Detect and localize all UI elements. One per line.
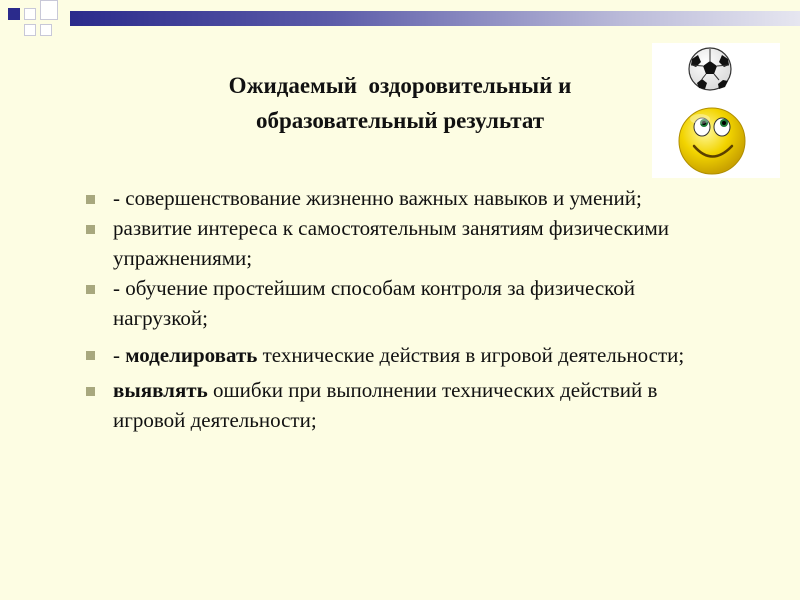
bullet-marker: [86, 285, 95, 294]
list-item: [86, 337, 726, 373]
list-item: [86, 375, 726, 435]
bullet-marker: [86, 225, 95, 234]
soccer-ball-icon: [689, 48, 731, 90]
title-line-2: образовательный результат: [255, 108, 545, 133]
list-item-text: технические действия в игровой деятельности;: [257, 343, 685, 367]
bullet-marker: [86, 195, 95, 204]
list-item-text: развитие интереса к самостоятельным занятиям физическими упражнениями;: [113, 216, 670, 270]
illustration-svg: [652, 43, 780, 178]
header-gradient-bar: [70, 11, 800, 26]
list-item-prefix: -: [113, 343, 126, 367]
list-item-text: ошибки при выполнении технических действий в игровой деятельности;: [113, 378, 658, 432]
illustration-panel: [652, 43, 780, 178]
list-item: [86, 183, 726, 213]
bullet-marker: [86, 387, 95, 396]
list-item: [86, 273, 726, 333]
list-item: [86, 213, 726, 273]
list-item-text: - обучение простейшим способам контроля за физической нагрузкой;: [113, 276, 636, 330]
slide-title: [150, 68, 650, 138]
list-item-keyword: моделировать: [125, 343, 258, 367]
smiley-face-icon: [679, 108, 745, 174]
title-line-1: Ожидаемый оздоровительный и: [228, 73, 572, 98]
results-list: [86, 183, 726, 435]
list-item-keyword: выявлять: [113, 378, 208, 402]
list-item-text: - совершенствование жизненно важных навыков и умений;: [113, 186, 642, 210]
bullet-marker: [86, 351, 95, 360]
corner-squares-decoration: [0, 0, 70, 46]
